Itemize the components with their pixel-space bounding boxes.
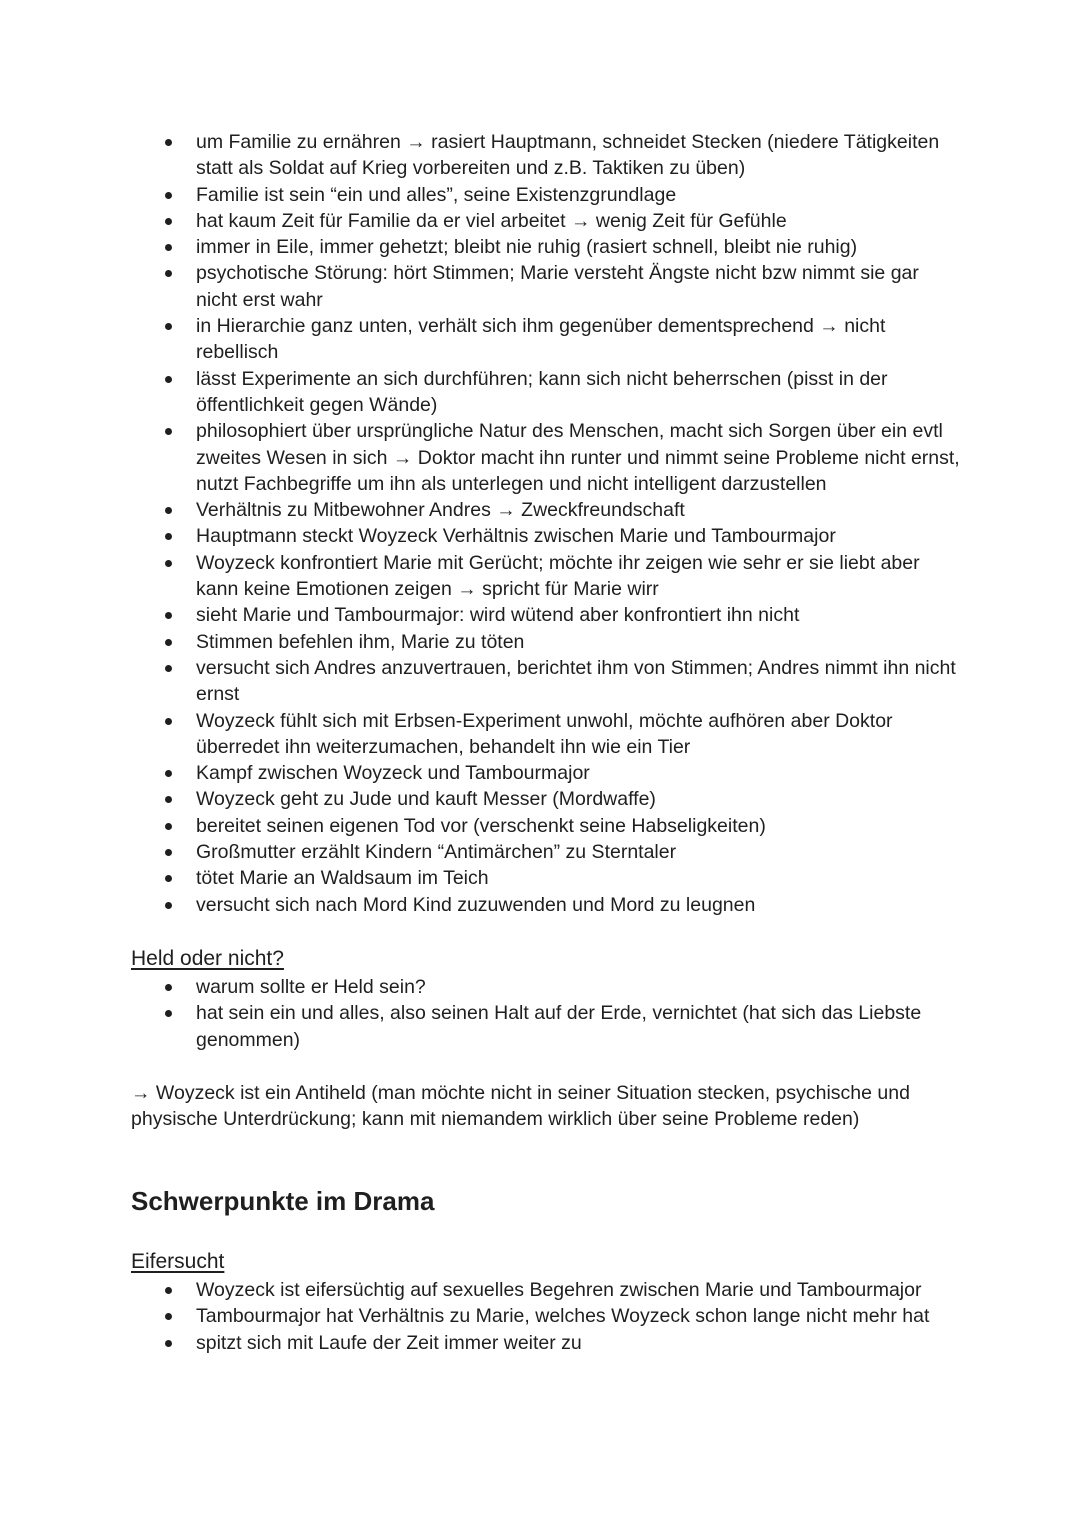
held-subheading: Held oder nicht? [131,947,284,970]
list-item: Hauptmann steckt Woyzeck Verhältnis zwischen Marie und Tambourmajor [160,523,960,549]
list-item: hat kaum Zeit für Familie da er viel arbeitet → wenig Zeit für Gefühle [160,208,960,234]
list-item: warum sollte er Held sein? [160,974,960,1000]
list-item: Verhältnis zu Mitbewohner Andres → Zweckfreundschaft [160,497,960,523]
list-item: Woyzeck ist eifersüchtig auf sexuelles Begehren zwischen Marie und Tambourmajor [160,1277,960,1303]
list-item: hat sein ein und alles, also seinen Halt auf der Erde, vernichtet (hat sich das Liebste genommen) [160,1000,960,1053]
woyzeck-points-list [160,129,960,918]
list-item: bereitet seinen eigenen Tod vor (verschenkt seine Habseligkeiten) [160,813,960,839]
section-heading: Schwerpunkte im Drama [131,1186,435,1216]
eifersucht-points-list [160,1277,960,1356]
list-item: tötet Marie an Waldsaum im Teich [160,865,960,891]
list-item: Kampf zwischen Woyzeck und Tambourmajor [160,760,960,786]
list-item: versucht sich Andres anzuvertrauen, berichtet ihm von Stimmen; Andres nimmt ihn nicht ernst [160,655,960,708]
conclusion-paragraph: → Woyzeck ist ein Antiheld (man möchte nicht in seiner Situation stecken, psychische und physische Unterdrückung; kann mit niemandem wirklich über seine Probleme reden) [131,1082,910,1131]
list-item: um Familie zu ernähren → rasiert Hauptmann, schneidet Stecken (niedere Tätigkeiten statt als Soldat auf Krieg vorbereiten und z.B. Taktiken zu üben) [160,129,960,182]
eifersucht-subheading: Eifersucht [131,1250,225,1273]
list-item: Woyzeck geht zu Jude und kauft Messer (Mordwaffe) [160,786,960,812]
list-item: Stimmen befehlen ihm, Marie zu töten [160,629,960,655]
list-item: psychotische Störung: hört Stimmen; Marie versteht Ängste nicht bzw nimmt sie gar nicht erst wahr [160,260,960,313]
list-item: sieht Marie und Tambourmajor: wird wütend aber konfrontiert ihn nicht [160,602,960,628]
list-item: Woyzeck fühlt sich mit Erbsen-Experiment unwohl, möchte aufhören aber Doktor überredet ihn weiterzumachen, behandelt ihn wie ein Tier [160,708,960,761]
list-item: Familie ist sein “ein und alles”, seine Existenzgrundlage [160,182,960,208]
list-item: Woyzeck konfrontiert Marie mit Gerücht; möchte ihr zeigen wie sehr er sie liebt aber kann keine Emotionen zeigen → spricht für Marie wirr [160,550,960,603]
list-item: philosophiert über ursprüngliche Natur des Menschen, macht sich Sorgen über ein evtl zweites Wesen in sich → Doktor macht ihn runter und nimmt seine Probleme nicht ernst, nutzt Fachbegriffe um ihn als unterlegen und nicht intelligent darzustellen [160,418,960,497]
list-item: Tambourmajor hat Verhältnis zu Marie, welches Woyzeck schon lange nicht mehr hat [160,1303,960,1329]
held-points-list [160,974,960,1053]
list-item: immer in Eile, immer gehetzt; bleibt nie ruhig (rasiert schnell, bleibt nie ruhig) [160,234,960,260]
list-item: versucht sich nach Mord Kind zuzuwenden und Mord zu leugnen [160,892,960,918]
list-item: lässt Experimente an sich durchführen; kann sich nicht beherrschen (pisst in der öffentlichkeit gegen Wände) [160,366,960,419]
list-item: in Hierarchie ganz unten, verhält sich ihm gegenüber dementsprechend → nicht rebellisch [160,313,960,366]
list-item: spitzt sich mit Laufe der Zeit immer weiter zu [160,1330,960,1356]
list-item: Großmutter erzählt Kindern “Antimärchen” zu Sterntaler [160,839,960,865]
